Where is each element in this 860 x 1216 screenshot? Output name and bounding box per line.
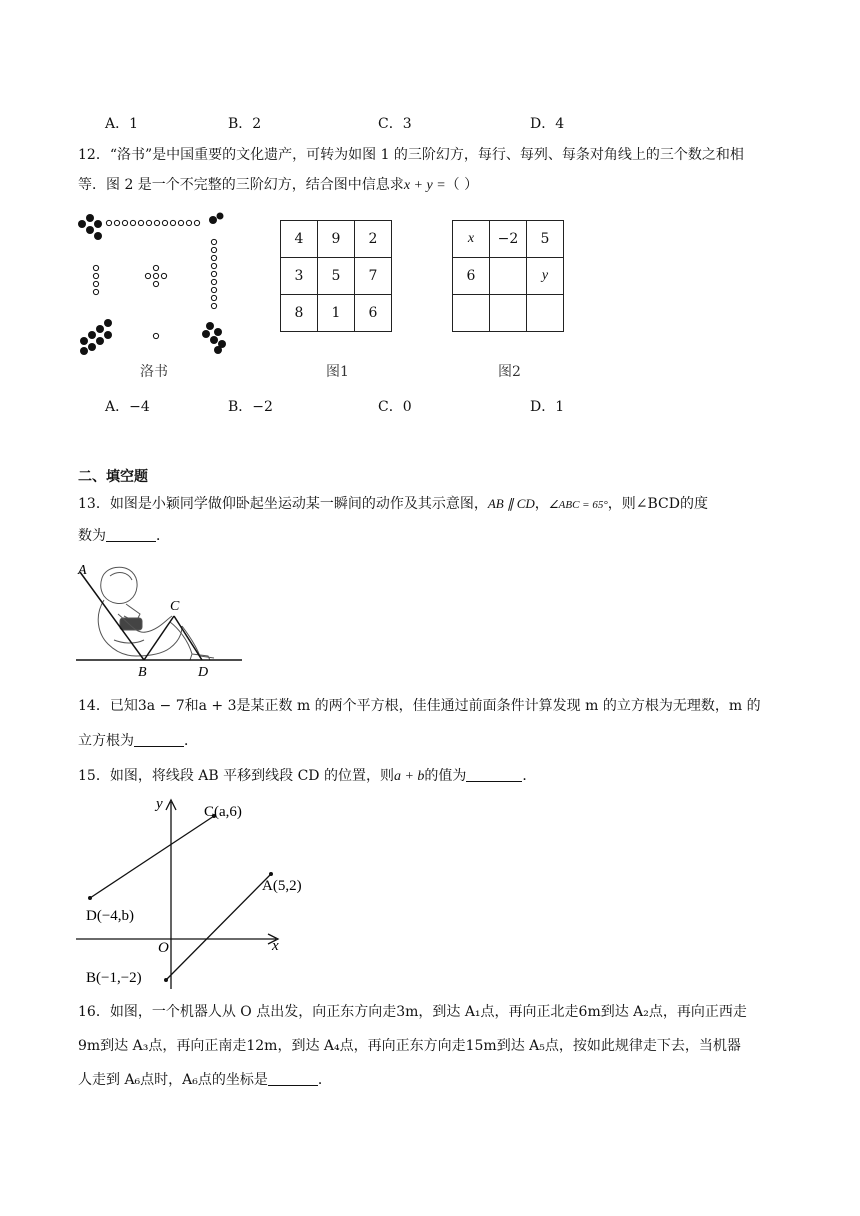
q14-line1: 14．已知3a − 7和a + 3是某正数 m 的两个平方根，佳佳通过前面条件计算发现 m 的立方根为无理数，m 的 (78, 698, 761, 714)
luoshu-figure (78, 210, 228, 360)
origin-label: O (158, 940, 169, 956)
magic-square-fig2 (452, 220, 564, 332)
fig2-cell (490, 295, 527, 332)
q12-option-b: B．−2 (228, 399, 273, 415)
fig1-cell: 5 (318, 258, 355, 295)
q11-option-d: D．4 (530, 116, 565, 132)
q15-line1: 15．如图，将线段 AB 平移到线段 CD 的位置，则a + b的值为 ． (78, 768, 537, 784)
q12-option-c: C．0 (378, 399, 412, 415)
fig1-cell: 6 (355, 295, 392, 332)
q12-line1: 12．“洛书”是中国重要的文化遗产，可转为如图 1 的三阶幻方，每行、每列、每条对角线上的三个数之和相 (78, 147, 744, 163)
fig1-cell: 3 (281, 258, 318, 295)
caption-fig1: 图1 (326, 364, 349, 380)
point-label-b: B(−1,−2) (86, 970, 142, 986)
fig2-cell (490, 258, 527, 295)
fig1-cell: 1 (318, 295, 355, 332)
point-label-c: C(a,6) (204, 804, 242, 820)
q16-line1: 16．如图，一个机器人从 O 点出发，向正东方向走3m，到达 A₁点，再向正北走6m到达 A₂点，再向正西走 (78, 1004, 747, 1020)
axis-label-y: y (156, 796, 163, 812)
fig1-cell: 9 (318, 221, 355, 258)
fig2-cell (527, 295, 564, 332)
q14-line2: 立方根为 ． (78, 733, 198, 749)
fig2-cell (453, 295, 490, 332)
axis-label-x: x (272, 938, 279, 954)
caption-fig2: 图2 (498, 364, 521, 380)
fig2-cell: x (453, 221, 490, 258)
label-c: C (170, 599, 180, 614)
fig2-cell: y (527, 258, 564, 295)
point-label-a: A(5,2) (262, 878, 302, 894)
section-title: 二、填空题 (78, 469, 148, 485)
q11-option-c: C．3 (378, 116, 412, 132)
situp-figure (74, 560, 246, 682)
q12-line2: 等．图 2 是一个不完整的三阶幻方，结合图中信息求x + y =（ ） (78, 177, 479, 193)
q12-option-a: A．−4 (105, 399, 150, 415)
label-a: A (78, 563, 87, 578)
coordinate-figure (76, 792, 306, 992)
label-b: B (138, 665, 147, 680)
point-label-d: D(−4,b) (86, 908, 135, 924)
q11-option-a: A．1 (105, 116, 139, 132)
fig2-cell: −2 (490, 221, 527, 258)
fig1-cell: 7 (355, 258, 392, 295)
fig1-cell: 2 (355, 221, 392, 258)
q11-option-b: B．2 (228, 116, 262, 132)
q16-line2: 9m到达 A₃点，再向正南走12m，到达 A₄点，再向正东方向走15m到达 A₅点，按如此规律走下去，当机器 (78, 1038, 741, 1054)
fig2-cell: 5 (527, 221, 564, 258)
fig1-cell: 4 (281, 221, 318, 258)
q16-line3: 人走到 A₆点时，A₆点的坐标是 ． (78, 1072, 332, 1088)
fig1-cell: 8 (281, 295, 318, 332)
label-d: D (198, 665, 209, 680)
q13-line2: 数为 ． (78, 528, 170, 544)
fig2-cell: 6 (453, 258, 490, 295)
q12-option-d: D．1 (530, 399, 565, 415)
caption-luoshu: 洛书 (140, 364, 168, 380)
q13-line1: 13．如图是小颖同学做仰卧起坐运动某一瞬间的动作及其示意图，AB ∥ CD，∠ABC = 65°，则∠BCD的度 (78, 496, 708, 512)
magic-square-fig1 (280, 220, 392, 332)
